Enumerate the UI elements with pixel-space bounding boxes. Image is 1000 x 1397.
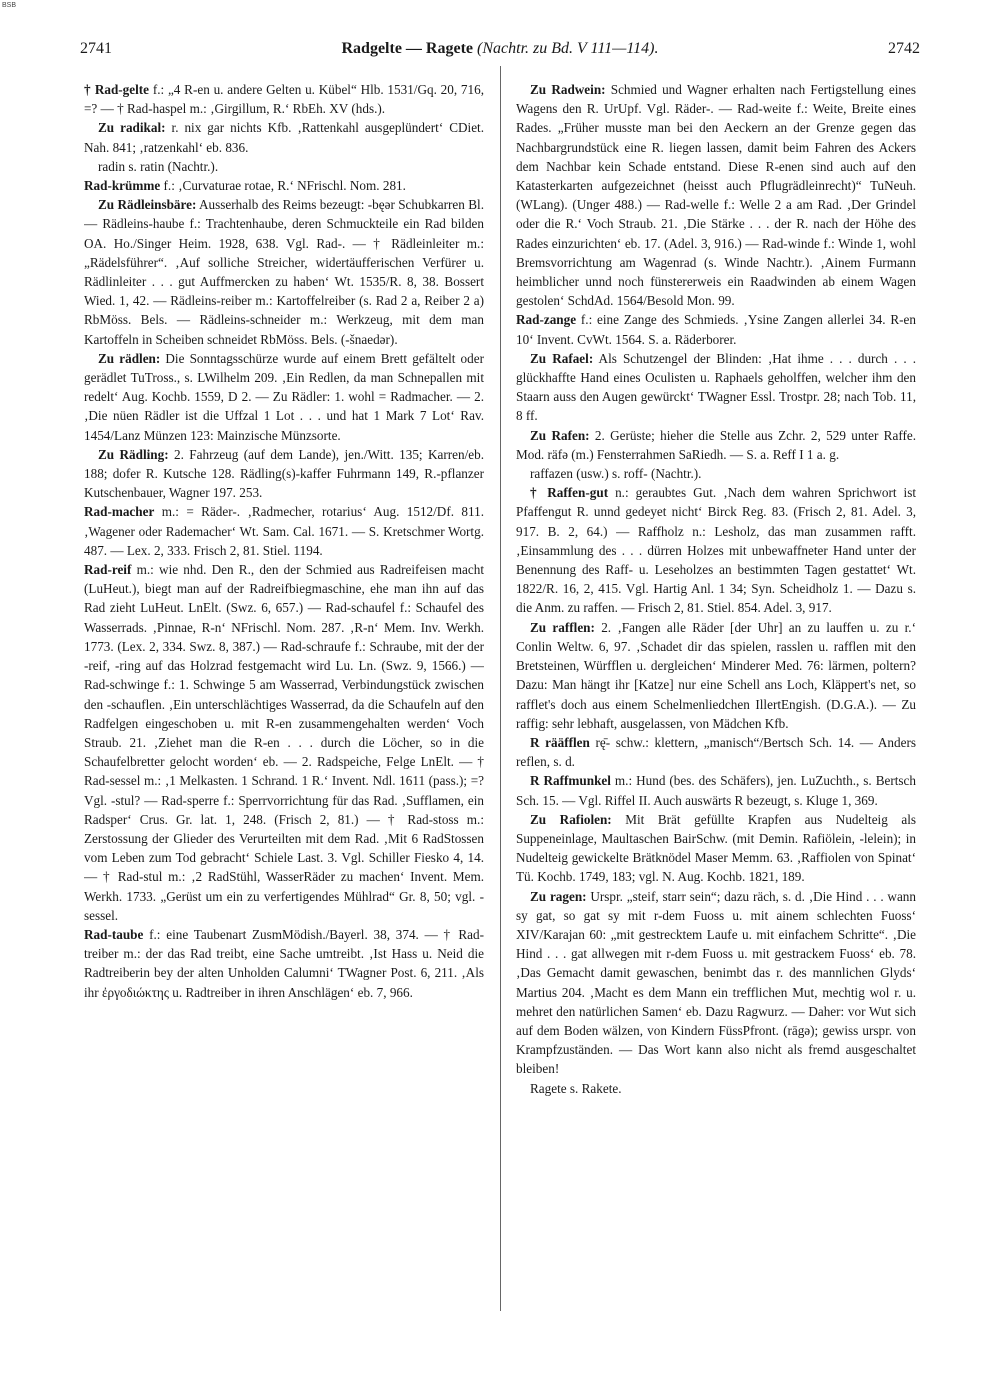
dictionary-entry bbox=[84, 176, 484, 195]
dictionary-entry bbox=[516, 310, 916, 348]
running-title bbox=[80, 40, 920, 58]
entry-text: f.: eine Zange des Schmieds. ‚Ysine Zangen allerlei 34. R-en 10‘ Invent. CvWt. 1564. S. a. Räderborer. bbox=[516, 312, 916, 347]
entry-headword: Rad-krümme bbox=[84, 178, 161, 194]
dictionary-entry bbox=[516, 618, 916, 733]
entry-text: m.: Hund (bes. des Schäfers), jen. LuZuchth., s. Bertsch Sch. 15. — Vgl. Riffel II. Auch auswärts R bezeugt, s. Kluge 1, 369. bbox=[516, 773, 916, 808]
entry-headword: Zu Rafen: bbox=[530, 427, 590, 443]
entry-headword: Rad-macher bbox=[84, 504, 155, 520]
running-title-subtitle: (Nachtr. zu Bd. V 111—114). bbox=[477, 40, 659, 57]
entry-text: Ausserhalb des Reims bezeugt: -bęər Schubkarren Bl. — Rädleins-haube f.: Trachtenhaube, deren Schmuckteile ein Rad bilden OA. Ho./Singer Heim. 1928, 638. Vgl. Rad-. — † Rädleinleiter m.: „Rädelsführer“. ‚Auf solliche Streicher, widertäufferischen Verfürer u. Rädlinleiter . . . gut Auffmercken zu haben‘ Wt. 1535/R. 8, 38. Bossert Wied. 1, 42. — Rädleins-reiber m.: Kartoffelreiber (s. Rad 2 a, Reiber 2 a) RbMöss. Bels. — Rädleins-schneider m.: Werkzeug, mit dem man Kartoffeln in Scheiben schneidet RbMöss. Bels. (-šnaedər). bbox=[84, 197, 484, 347]
entry-headword: Zu radikal: bbox=[98, 120, 166, 136]
entry-headword: R Raffmunkel bbox=[530, 773, 611, 789]
entry-text: 2. Fahrzeug (auf dem Lande), jen./Witt. 135; Karren/eb. 188; dofer R. Kutsche 128. Rädling(s)-kaffer Fuhrmann 149, R.-pflanzer Kutschenbauer, Wagner 197. 253. bbox=[84, 446, 484, 501]
entry-text: 2. Gerüste; hieher die Stelle aus Zchr. 2, 529 unter Raffe. Mod. räfə (m.) Fensterrahmen SaRiedh. — S. a. Reff I 1 a. g. bbox=[516, 427, 916, 462]
dictionary-entry bbox=[84, 349, 484, 445]
entry-headword: Zu rafflen: bbox=[530, 619, 595, 635]
library-stamp: BSB bbox=[2, 2, 17, 9]
entry-text: f.: eine Taubenart ZusmMödish./Bayerl. 38, 374. — † Rad-treiber m.: der das Rad treibt, eine Sache umtreibt. ‚Ist Hass u. Neid die Radtreiberin bey der alten Unholden Calumni‘ TWagner Post. 6, 211. ‚Als ihr ἐργοδιώκτης u. Radtreiber in ihren Anschlägen‘ eb. 7, 966. bbox=[84, 926, 484, 1000]
dictionary-entry bbox=[84, 195, 484, 349]
entry-text: Urspr. „steif, starr sein“; dazu räch, s. d. ‚Die Hind . . . wann sy gat, so gat sy mit r-dem Fuoss u. mit ainem schlechten Fuoss‘ XIV/Karajan 60: „mit gestrecktem Laufe u. mit einfachem Schritte“. ‚Die Hind . . . gat allwegen mit r-dem Fuoss u. mit gestrackem Fuoss‘ eb. 78. ‚Das Gemacht damit gewaschen, benimbt das r. des mannlichen Glyds‘ Martius 204. ‚Macht es dem Mann ein trefflichen Mut, mechtig wol r. u. mehret den natürlichen Samen‘ eb. Dazu Ragwurz. — Daher: vor Wut sich auf dem Boden wälzen, von Kindern FüssPfront. (rāgə); gewiss urspr. von Krampfzuständen. — Das Wort kann also nicht als fremd ausgeschaltet bleiben! bbox=[516, 888, 916, 1077]
entry-text: Mit Brät gefüllte Krapfen aus Nudelteig als Suppeneinlage, Maultaschen BairSchw. (mit Demin. Rafiölein, -lelein); in Nudelteig gewickelte Brätknödel Maser Memm. 63. ‚Raffiolen von Spinat‘ Tü. Kochb. 1749, 183; vgl. N. Aug. Kochb. 1821, 189. bbox=[516, 811, 916, 885]
entry-text: m.: wie nhd. Den R., den der Schmied aus Radreifeisen macht (LuHeut.), biegt man auf der Radreifbiegmaschine, ehe man ihn auf das Rad zieht LuHeut. LnElt. (Swz. 6, 657.) — Rad-schaufel f.: Schaufel des Wasserrads. ‚Pinnae, R-n‘ NFrischl. Nom. 287. ‚R-n‘ Mem. Inv. Werkh. 1773. (Lex. 2, 334. Swz. 8, 387.) — Rad-schraufe f.: Schraube, mit der der -reif, -ring auf das Holzrad festgemacht wird Lu. Ln. (Swz. 9, 1566.) — Rad-schwinge f.: 1. Schwinge 5 am Wasserrad, Verbindungstück zwischen den -schauflen. ‚Ein unterschlächtiges Wasserrad, da die Schaufeln auf den Radfelgen eingeschoben u. mit R-en zusammengehalten werden‘ Voch Straub. 21. ‚Ziehet man die R-en . . . durch die Löcher, so in die Schaufelbretter gelocht worden‘ eb. — 2. Radspeiche, Felge LnElt. — † Rad-sessel m.: ‚1 Melkasten. 1 Schrand. 1 R.‘ Invent. Ndl. 1611 (pass.); =? Vgl. -stul? — Rad-sperre f.: Sperrvorrichtung für das Rad. ‚Sufflamen, ein Radsper‘ Crus. Gr. lat. 1, 248. (Frisch 2, 81.) — † Rad-stoss m.: Zerstossung der Glieder des Verurteilten mit dem Rad. ‚Mit 6 RadStossen vom Leben zum Tod gebracht‘ Schiele Last. 3. Vgl. Schiller Fiesko 4, 14. — † Rad-stul m.: ‚2 RadStühl, WasserRäder zu machen‘ Invent. Mem. Werkh. 1733. „Gerüst um ein zu verfertigendes Mühlrad“ Gr. 8, 50; vgl. -sessel. bbox=[84, 562, 484, 923]
dictionary-entry bbox=[516, 426, 916, 464]
entry-text: 2. ‚Fangen alle Räder [der Uhr] an zu lauffen u. zu r.‘ Conlin Weltw. 6, 97. ‚Schadet dir das spielen, rasslen u. rafflen mit den Bretsteinen, Würfflen u. dergleichen‘ Minderer Med. 76: lärmen, poltern? Dazu: Man hängt ihr [Katze] nur eine Schell ans Loch, Kläppert's net, so rafflet's doch aus einem Schelmenliedchen IllertEngish. (D.G.A.). — Zu raffig: sehr lebhaft, ausgelassen, von Mädchen Kfb. bbox=[516, 619, 916, 731]
dictionary-entry bbox=[84, 925, 484, 1002]
dictionary-entry bbox=[516, 80, 916, 310]
entry-text: radin s. ratin (Nachtr.). bbox=[98, 158, 219, 174]
entry-headword: Zu Rafiolen: bbox=[530, 811, 612, 827]
entry-headword: Rad-taube bbox=[84, 926, 144, 942]
dictionary-entry bbox=[84, 157, 484, 176]
dictionary-entry bbox=[84, 118, 484, 156]
running-title-main: Radgelte — Ragete bbox=[341, 40, 474, 57]
dictionary-entry bbox=[516, 483, 916, 617]
dictionary-entry bbox=[516, 349, 916, 426]
page-number-right: 2742 bbox=[888, 40, 920, 57]
entry-text: Als Schutzengel der Blinden: ‚Hat ihme . . . durch . . . glückhaffte Hand eines Oculisten u. Raphaels geholffen, welcher ihm den Staarn auss den Augen gewürckt‘ TWagner Essl. Trostpr. 28; nach Tob. 11, 8 ff. bbox=[516, 350, 916, 424]
entry-text: n.: geraubtes Gut. ‚Nach dem wahren Sprichwort ist Pfaffengut R. unnd gedeyet nicht‘ Birck Reg. 83. (Frisch 2, 81. Adel. 3, 917. B. 2, 64.) — Raffholz n.: Lesholz, das man zusammen rafft. ‚Einsammlung des . . . dürren Holzes mit unbewaffneter Hand unter der Benennung des Raff- u. Leseholzes an bestimmten Tagen gestattet‘ Wt. 1822/R. 16, 2, 415. Vgl. Hartig Anl. 1 34; Syn. Scheidholz 1. — Dazu s. die Anm. zu raffen. — Frisch 2, 81. Stiel. 854. Adel. 3, 917. bbox=[516, 485, 916, 616]
dictionary-entry bbox=[84, 445, 484, 503]
page-number-left: 2741 bbox=[80, 40, 112, 57]
dictionary-entry bbox=[84, 80, 484, 118]
dictionary-entry bbox=[516, 810, 916, 887]
dictionary-entry bbox=[516, 464, 916, 483]
entry-headword: Zu ragen: bbox=[530, 888, 587, 904]
entry-text: f.: ‚Curvaturae rotae, R.‘ NFrischl. Nom. 281. bbox=[160, 178, 406, 194]
left-column bbox=[84, 80, 484, 1380]
dictionary-entry bbox=[84, 502, 484, 560]
entry-text: rę̄- schw.: klettern, „manisch“/Bertsch Sch. 14. — Anders reflen, s. d. bbox=[516, 734, 916, 770]
entry-headword: Zu Rädleinsbäre: bbox=[98, 197, 197, 213]
entry-headword: † Rad-gelte bbox=[84, 82, 150, 97]
entry-text: Ragete s. Rakete. bbox=[530, 1080, 622, 1096]
entry-headword: Rad-reif bbox=[84, 562, 132, 578]
dictionary-entry bbox=[516, 887, 916, 1079]
right-column bbox=[516, 80, 916, 1380]
entry-headword: Zu Rädling: bbox=[98, 446, 169, 462]
dictionary-entry bbox=[84, 560, 484, 925]
page-header bbox=[80, 40, 920, 62]
entry-text: m.: = Räder-. ‚Radmecher, rotarius‘ Aug. 1512/Df. 811. ‚Wagener oder Rademacher‘ Wt. Sam. Cal. 1671. — S. Kretschmer Wortg. 487. — Lex. 2, 333. Frisch 2, 81. Stiel. 1194. bbox=[84, 504, 484, 558]
entry-text: Die Sonntagsschürze wurde auf einem Brett gefältelt oder gerädlet TuTross., s. LWilhelm 209. ‚Ein Redlen, da man Schnepallen mit redelt‘ Aug. Kochb. 1559, D 2. — Zu Rädler: 1. wohl = Radmacher. — 2. ‚Die nüen Rädler ist die Uffzal 1 Lot . . . und hat 1 Mark 7 Lot‘ Rav. 1454/Lanz Münzen 123: Mainzische Münzsorte. bbox=[84, 350, 484, 443]
entry-headword: Rad-zange bbox=[516, 312, 577, 328]
entry-headword: R rääfflen bbox=[530, 734, 590, 750]
column-divider bbox=[500, 66, 501, 1311]
entry-text: Schmied und Wagner erhalten nach Fertigstellung eines Wagens den R. UrUpf. Vgl. Räder-. — Rad-weite f.: Weite, Breite eines Rades. „Früher musste man bei den Aeckern an der Grenze gegen das Nachbargrundstück eine R. liegen lassen, damit beim Fahren des Ackers dem Nachbar kein Schade entstand. Diese R-enen sind auch auf den Katasterkarten aufgezeichnet (heisst auch Pflugrädleinrecht)“ TuNeuh. (WLang). (Unger 488.) — Rad-welle f.: Welle 2 a am Rad. ‚Der Grindel oder die R.‘ Voch Straub. 21. ‚Die Stärke . . . der R. nach der Höhe des Rades einzurichten‘ eb. 17. (Adel. 3, 916.) — Rad-winde f.: Winde 1, wohl Bremsvorrichtung am Wagenrad (s. Winde Nachtr.). ‚Ainem Furmann heimblicher unnd noch fünstererweis ein Raadwinden ab einem Wagen gestolen‘ SchdAd. 1564/Besold Mon. 99. bbox=[516, 82, 916, 309]
entry-text: raffazen (usw.) s. roff- (Nachtr.). bbox=[530, 466, 702, 482]
entry-headword: Zu Rafael: bbox=[530, 350, 594, 366]
entry-headword: † Raffen-gut bbox=[530, 485, 609, 501]
dictionary-entry bbox=[516, 771, 916, 809]
entry-headword: Zu rädlen: bbox=[98, 350, 161, 366]
dictionary-entry bbox=[516, 1079, 916, 1098]
dictionary-entry bbox=[516, 733, 916, 771]
entry-headword: Zu Radwein: bbox=[530, 82, 606, 97]
entry-text: r. nix gar nichts Kfb. ‚Rattenkahl ausgeplündert‘ CDiet. Nah. 841; ‚ratzenkahl‘ eb. 836. bbox=[84, 120, 484, 155]
entry-text: f.: „4 R-en u. andere Gelten u. Kübel“ Hlb. 1531/Gq. 20, 716, =? — † Rad-haspel m.: ‚Girgillum, R.‘ RbEh. XV (hds.). bbox=[84, 82, 484, 117]
